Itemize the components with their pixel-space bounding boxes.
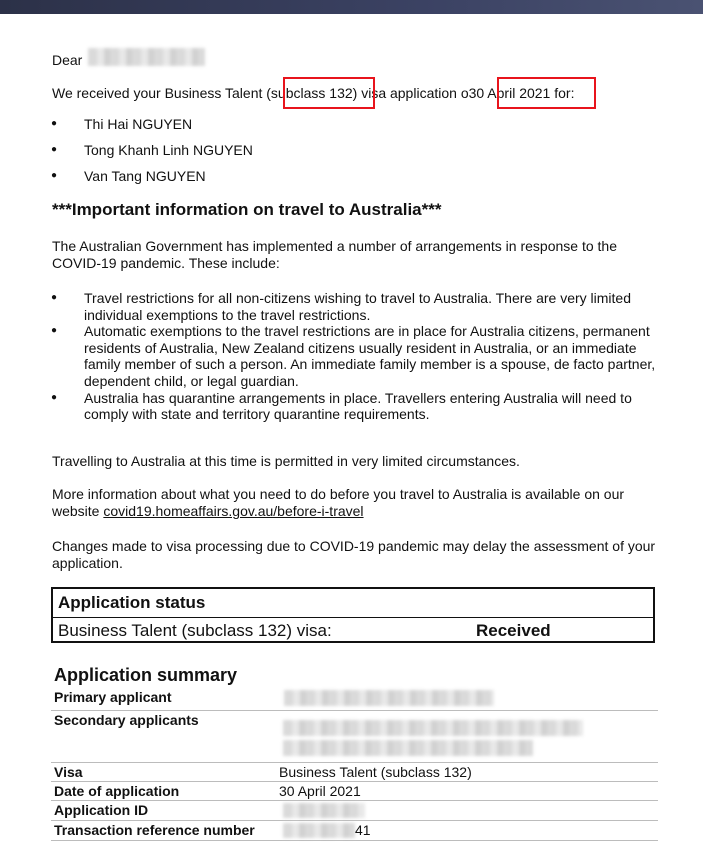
important-heading: ***Important information on travel to Australia***: [52, 200, 442, 219]
intro-before: We received your Business Talent (: [52, 85, 271, 101]
salutation: Dear: [52, 52, 83, 68]
secondary-applicants-label: Secondary applicants: [51, 710, 276, 762]
table-row: [51, 800, 658, 820]
gov-intro: The Australian Government has implemented a number of arrangements in response to the COVID-19 pandemic. These include:: [52, 238, 617, 271]
list-item: ● Automatic exemptions to the travel restrictions are in place for Australia citizens, permanent residents of Australia, New Zealand citizens usually resident in Australia, or an immediate family member of such a person. An immediate family member is a spouse, de facto partner, dependent child, or legal guardian.: [50, 323, 656, 389]
delay-note: Changes made to visa processing due to COVID-19 pandemic may delay the assessment of your application.: [52, 538, 656, 571]
status-visa-label: Business Talent (subclass 132) visa:: [58, 621, 332, 640]
trn-suffix: 41: [355, 821, 371, 838]
redacted-name: [88, 48, 205, 66]
redacted-application-id: [283, 803, 365, 818]
secondary-applicants-value: [276, 710, 658, 762]
table-row: [51, 688, 658, 710]
application-id-label: Application ID: [51, 800, 276, 820]
top-header-bar: [0, 0, 703, 14]
more-info-text: More information about what you need to do before you travel to Australia is available on our website: [52, 486, 625, 519]
summary-title: Application summary: [54, 665, 238, 685]
status-title: Application status: [58, 593, 206, 612]
visa-label: Visa: [51, 762, 276, 781]
highlight-subclass: [283, 77, 375, 109]
table-row: [51, 781, 658, 800]
list-item: ● Tong Khanh Linh NGUYEN: [50, 137, 253, 163]
date-label: Date of application: [51, 781, 276, 800]
redacted-secondary-1: [283, 720, 583, 736]
table-row: [51, 820, 658, 840]
intro-date: 30 April 2021: [468, 85, 551, 101]
primary-applicant-value: [276, 688, 658, 710]
status-divider: [53, 617, 653, 618]
visa-value: Business Talent (subclass 132): [276, 762, 658, 781]
trn-label: Transaction reference number: [51, 820, 276, 840]
applicant-list: [50, 111, 253, 189]
travel-points: [50, 290, 656, 423]
list-item: ● Australia has quarantine arrangements in place. Travellers entering Australia will need to comply with state and territory quarantine requirements.: [50, 390, 656, 423]
redacted-primary: [284, 690, 494, 706]
status-badge: Received: [476, 621, 551, 640]
table-row: [51, 762, 658, 781]
date-value: 30 April 2021: [276, 781, 658, 800]
covid-info-link[interactable]: covid19.homeaffairs.gov.au/before-i-travel: [103, 503, 364, 519]
application-id-value: [276, 800, 658, 820]
list-item: ● Travel restrictions for all non-citizens wishing to travel to Australia. There are very limited individual exemptions to the travel restrictions.: [50, 290, 656, 323]
table-row: [51, 710, 658, 762]
intro-middle: visa application o: [357, 85, 469, 101]
summary-table: [51, 688, 658, 841]
trn-value: [276, 820, 658, 840]
list-item: ● Van Tang NGUYEN: [50, 163, 253, 189]
application-status-box: [51, 587, 655, 643]
intro-after: for:: [550, 85, 575, 101]
more-info: [52, 486, 662, 520]
redacted-trn: [283, 823, 355, 838]
intro-subclass: subclass 132): [270, 85, 358, 101]
list-item: ● Thi Hai NGUYEN: [50, 111, 253, 137]
primary-applicant-label: Primary applicant: [51, 688, 276, 710]
redacted-secondary-2: [283, 740, 533, 756]
highlight-date: [497, 77, 596, 109]
limited-note: Travelling to Australia at this time is permitted in very limited circumstances.: [52, 453, 520, 469]
